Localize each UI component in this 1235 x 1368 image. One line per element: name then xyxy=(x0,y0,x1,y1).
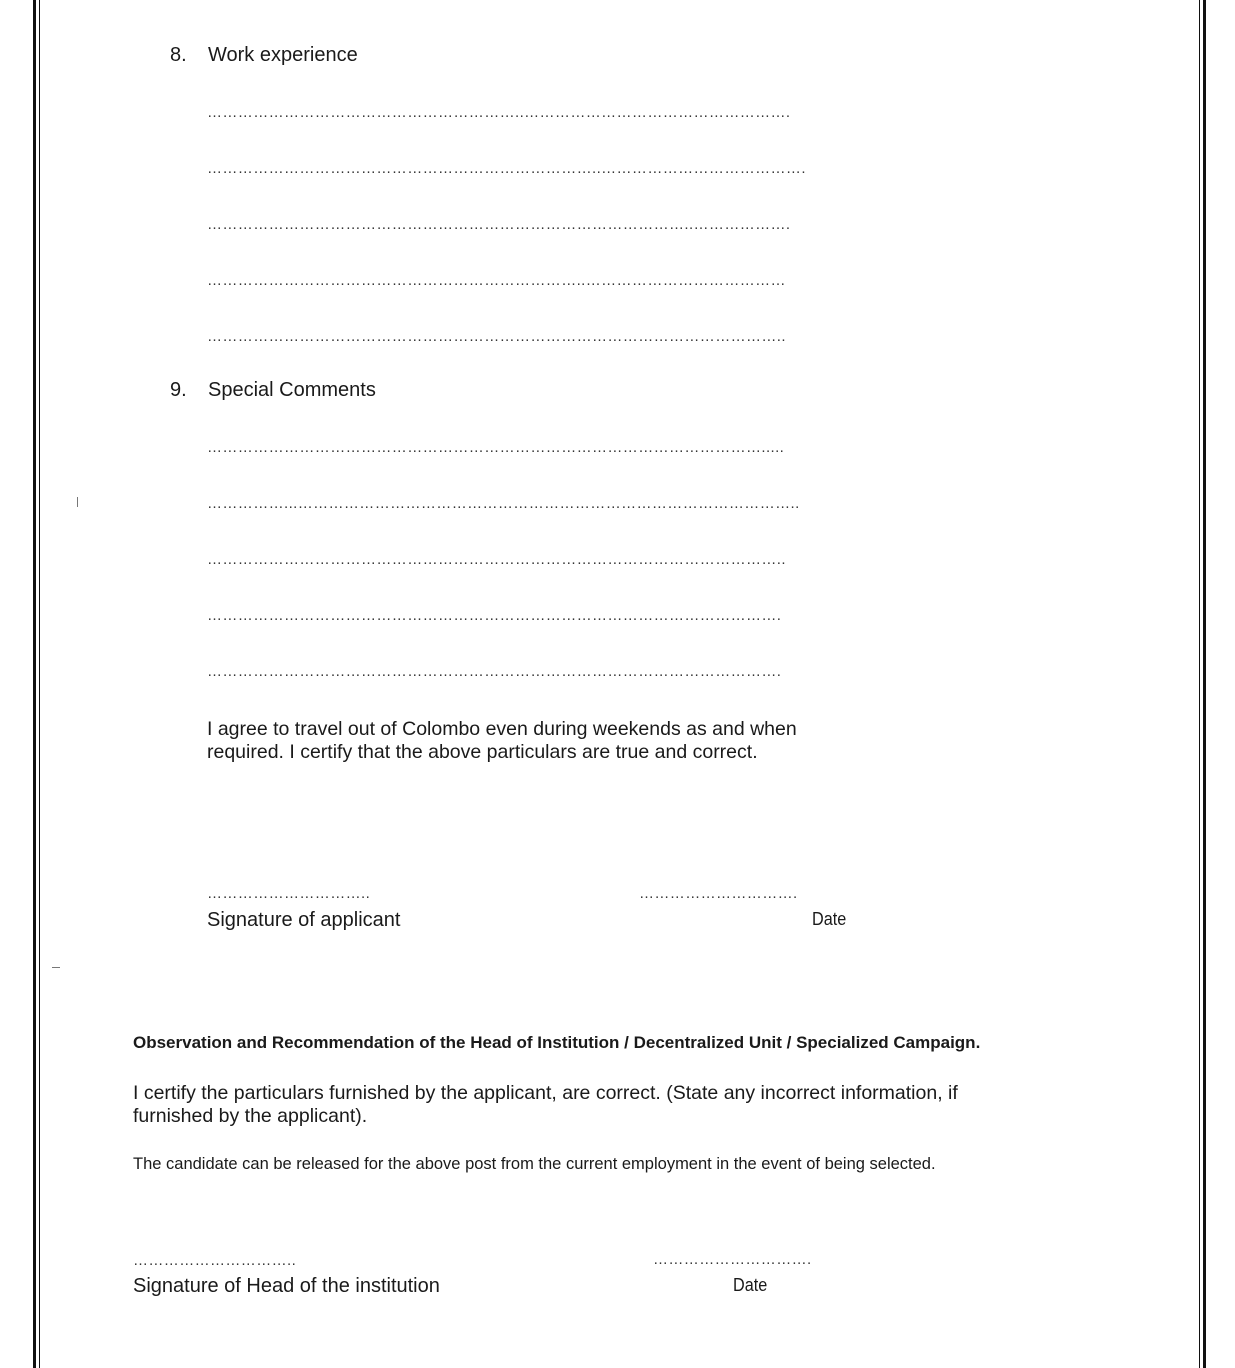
declaration-text: I agree to travel out of Colombo even during weekends as and when required. I certify that the above particulars are true and correct. xyxy=(207,718,797,763)
head-date-line[interactable]: …………………………. xyxy=(653,1251,812,1268)
work-experience-line-5[interactable]: ………………………………………………………………………………………………….. xyxy=(207,328,786,345)
head-date-label: Date xyxy=(733,1275,768,1295)
special-comments-line-2[interactable]: ……………...…………………………………………………………………………………….. xyxy=(207,495,800,512)
special-comments-line-4[interactable]: …………………………………………………………………………………………………. xyxy=(207,607,782,624)
applicant-date-line[interactable]: …………………………. xyxy=(639,885,798,902)
work-experience-line-1[interactable]: ……………………………………………………..……………………………………………. xyxy=(207,104,791,121)
applicant-date-label: Date xyxy=(812,909,847,929)
section-number: 8. xyxy=(170,44,187,66)
page-border-right-inner xyxy=(1199,0,1200,1368)
page-border-left-inner xyxy=(39,0,40,1368)
section-title: Special Comments xyxy=(208,379,376,401)
page-border-left-outer xyxy=(33,0,36,1368)
section-number: 9. xyxy=(170,379,187,401)
page-border-right-outer xyxy=(1203,0,1206,1368)
head-signature-line[interactable]: ………………………….. xyxy=(133,1252,297,1269)
release-text: The candidate can be released for the above post from the current employment in the event of being selected. xyxy=(133,1155,936,1173)
work-experience-line-2[interactable]: …………………………………………………………………..…………………………………. xyxy=(207,160,806,177)
applicant-signature-label: Signature of applicant xyxy=(207,909,401,931)
certify-text: I certify the particulars furnished by the applicant, are correct. (State any incorrect information, if furnished by the applicant). xyxy=(133,1082,958,1127)
head-signature-label: Signature of Head of the institution xyxy=(133,1275,440,1297)
section-title: Work experience xyxy=(208,44,358,66)
special-comments-line-1[interactable]: ………………………………………………………………………………………………..... xyxy=(207,439,785,456)
work-experience-line-4[interactable]: ………………………………………………………………..………………………………… xyxy=(207,272,786,289)
applicant-signature-line[interactable]: ………………………….. xyxy=(207,885,371,902)
scan-speck xyxy=(77,497,78,507)
scan-speck xyxy=(52,967,60,968)
work-experience-line-3[interactable]: …………………………………………………………………………………..………………. xyxy=(207,216,791,233)
special-comments-line-3[interactable]: ………………………………………………………………………………………………….. xyxy=(207,551,786,568)
recommendation-heading: Observation and Recommendation of the Head of Institution / Decentralized Unit / Specialized Campaign. xyxy=(133,1033,981,1052)
special-comments-line-5[interactable]: …………………………………………………………………………………………………. xyxy=(207,663,782,680)
